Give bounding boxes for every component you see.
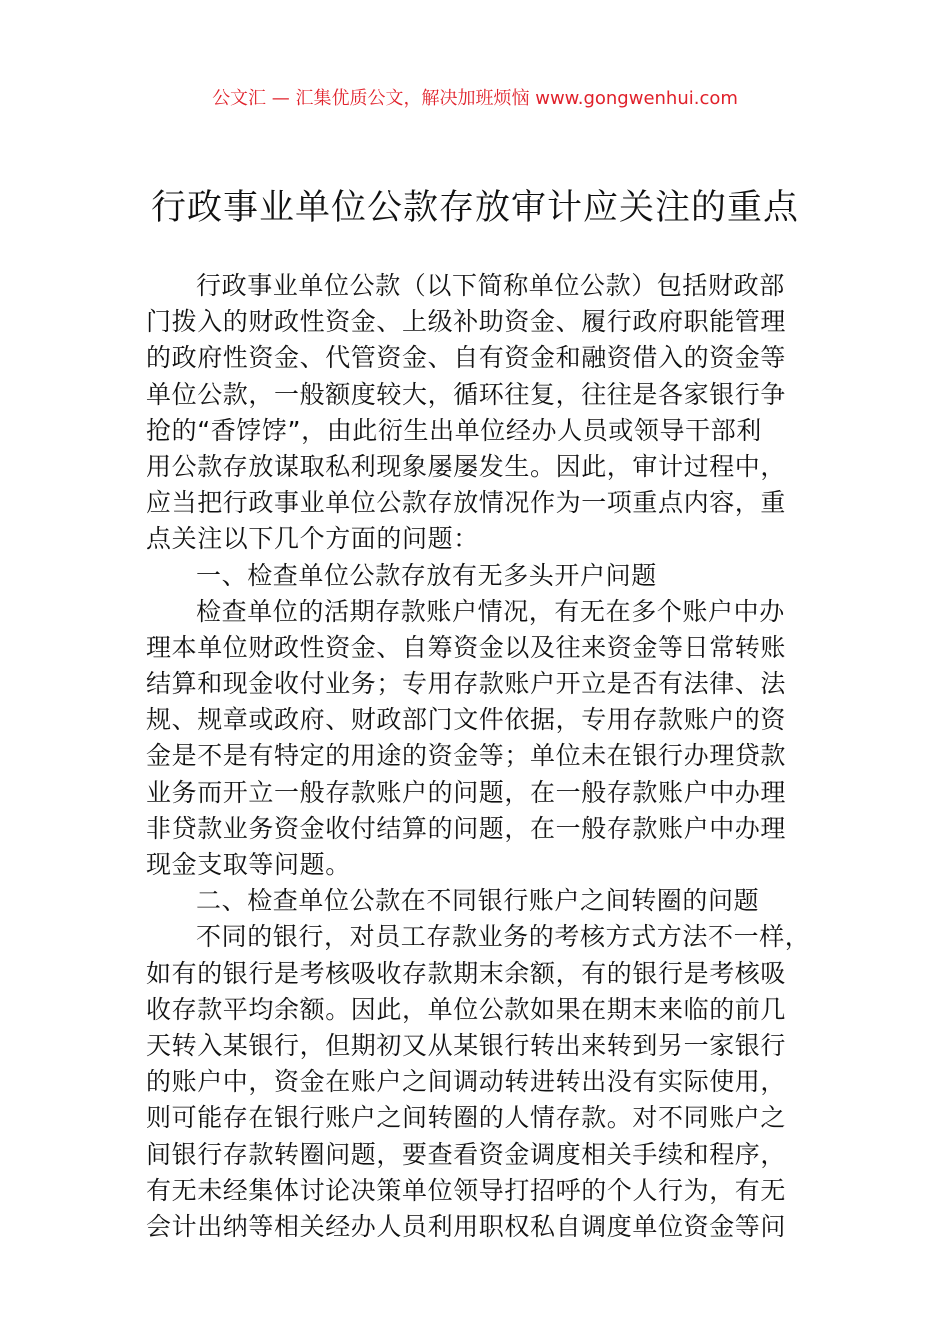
body-text-line: 单位公款，一般额度较大，循环往复，往往是各家银行争 — [146, 379, 787, 409]
body-text-line: 行政事业单位公款（以下简称单位公款）包括财政部 — [196, 271, 785, 300]
body-text-line: 有无未经集体讨论决策单位领导打招呼的个人行为，有无 — [146, 1175, 787, 1205]
body-text-line: 收存款平均余额。因此，单位公款如果在期末来临的前几 — [146, 994, 787, 1024]
body-text-line: 的账户中，资金在账户之间调动转进转出没有实际使用， — [146, 1067, 787, 1097]
body-text-line: 抢的“香饽饽”，由此衍生出单位经办人员或领导干部利 — [146, 415, 762, 445]
body-text-line: 规、规章或政府、财政部门文件依据，专用存款账户的资 — [146, 705, 787, 735]
body-text-line: 理本单位财政性资金、自筹资金以及往来资金等日常转账 — [146, 632, 787, 662]
body-text-line: 一、检查单位公款存放有无多头开户问题 — [196, 560, 657, 590]
body-text-line: 应当把行政事业单位公款存放情况作为一项重点内容，重 — [146, 488, 787, 518]
body-text-line: 用公款存放谋取私利现象屡屡发生。因此，审计过程中， — [146, 451, 787, 481]
body-text-line: 如有的银行是考核吸收存款期末余额，有的银行是考核吸 — [146, 958, 787, 988]
body-text-line: 非贷款业务资金收付结算的问题，在一般存款账户中办理 — [146, 813, 787, 843]
body-text-line: 现金支取等问题。 — [146, 850, 351, 879]
body-text-line: 会计出纳等相关经办人员利用职权私自调度单位资金等问 — [146, 1211, 787, 1241]
site-banner: 公文汇 — 汇集优质公文，解决加班烦恼 www.gongwenhui.com — [212, 88, 738, 109]
body-text-line: 则可能存在银行账户之间转圈的人情存款。对不同账户之 — [146, 1103, 787, 1133]
body-text-line: 金是不是有特定的用途的资金等；单位未在银行办理贷款 — [146, 741, 787, 771]
body-text-line: 结算和现金收付业务；专用存款账户开立是否有法律、法 — [146, 669, 787, 699]
body-text-line: 不同的银行，对员工存款业务的考核方式方法不一样， — [196, 922, 811, 952]
body-text-line: 检查单位的活期存款账户情况，有无在多个账户中办 — [196, 596, 785, 626]
body-text-line: 门拨入的财政性资金、上级补助资金、履行政府职能管理 — [146, 307, 787, 337]
document-title: 行政事业单位公款存放审计应关注的重点 — [150, 188, 799, 228]
body-text-line: 业务而开立一般存款账户的问题，在一般存款账户中办理 — [146, 777, 787, 807]
body-text-line: 间银行存款转圈问题，要查看资金调度相关手续和程序， — [146, 1139, 787, 1169]
body-text-line: 的政府性资金、代管资金、自有资金和融资借入的资金等 — [146, 343, 787, 373]
document-body — [146, 268, 810, 1245]
body-text-line: 二、检查单位公款在不同银行账户之间转圈的问题 — [196, 886, 760, 916]
body-text-line: 天转入某银行，但期初又从某银行转出来转到另一家银行 — [146, 1030, 787, 1060]
body-text-line: 点关注以下几个方面的问题： — [146, 524, 479, 554]
